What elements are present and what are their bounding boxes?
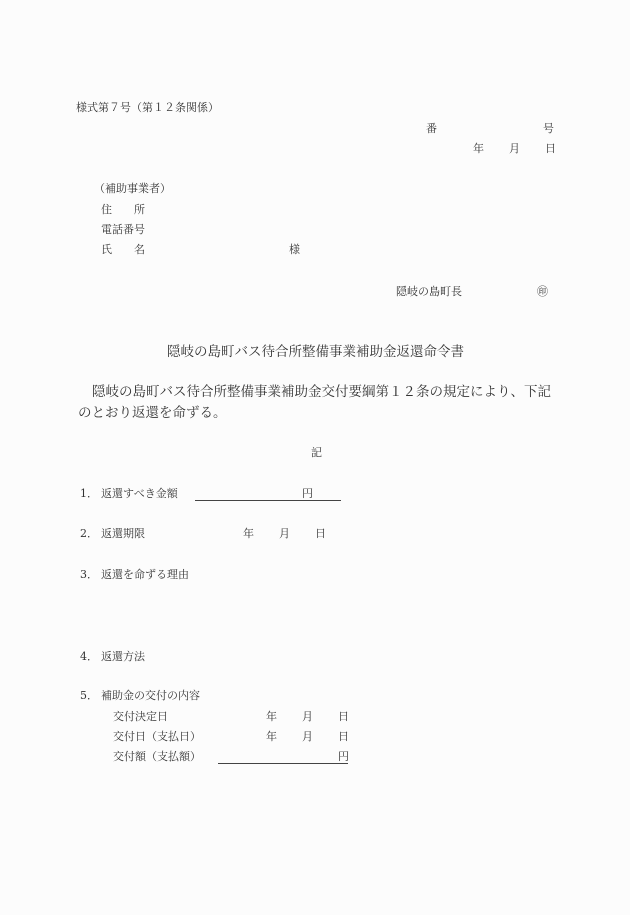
sub-item-payment-year: 年 [266,730,277,743]
item-1-unit: 円 [302,487,313,500]
sub-item-payment-day: 日 [338,730,349,743]
item-4-label: 返還方法 [101,650,145,663]
body-line-2: のとおり返還を命ずる。 [78,405,227,421]
item-2-number: 2． [80,527,98,540]
item-2-day: 日 [315,527,326,540]
date-month: 月 [509,142,520,155]
issuer-title: 隠岐の島町長 [396,285,462,298]
sub-item-decision-month: 月 [302,710,313,723]
item-2-label: 返還期限 [101,527,145,540]
ref-no-suffix: 号 [543,122,554,135]
item-3-label: 返還を命ずる理由 [101,568,189,581]
date-day: 日 [545,142,556,155]
phone-label: 電話番号 [101,223,145,236]
name-label: 氏 名 [101,243,145,256]
sub-item-amount-label: 交付額（支払額） [113,750,201,763]
ref-no-label: 番 [426,122,437,135]
item-5-number: 5． [80,689,98,702]
form-number: 様式第７号（第１２条関係） [76,101,219,114]
item-1-label: 返還すべき金額 [101,487,178,500]
recipient-heading: （補助事業者） [94,182,171,195]
item-2-month: 月 [279,527,290,540]
sub-item-decision-year: 年 [266,710,277,723]
date-year: 年 [473,142,484,155]
amount-underline [195,500,341,501]
ki-label: 記 [311,446,322,459]
sub-item-decision-day: 日 [338,710,349,723]
address-label: 住 所 [101,203,145,216]
item-1-number: 1． [80,487,98,500]
honorific: 様 [289,243,300,256]
sub-item-amount-unit: 円 [338,750,349,763]
document-title: 隠岐の島町バス待合所整備事業補助金返還命令書 [167,344,464,360]
item-2-year: 年 [243,527,254,540]
body-line-1: 隠岐の島町バス待合所整備事業補助金交付要綱第１２条の規定により、下記 [92,384,551,400]
sub-item-decision-date-label: 交付決定日 [113,710,168,723]
sub-item-payment-month: 月 [302,730,313,743]
sub-item-payment-date-label: 交付日（支払日） [113,730,201,743]
payment-amount-underline [218,763,348,764]
item-3-number: 3． [80,568,98,581]
item-5-label: 補助金の交付の内容 [101,689,200,702]
seal-mark: ㊞ [537,285,548,298]
item-4-number: 4． [80,650,98,663]
